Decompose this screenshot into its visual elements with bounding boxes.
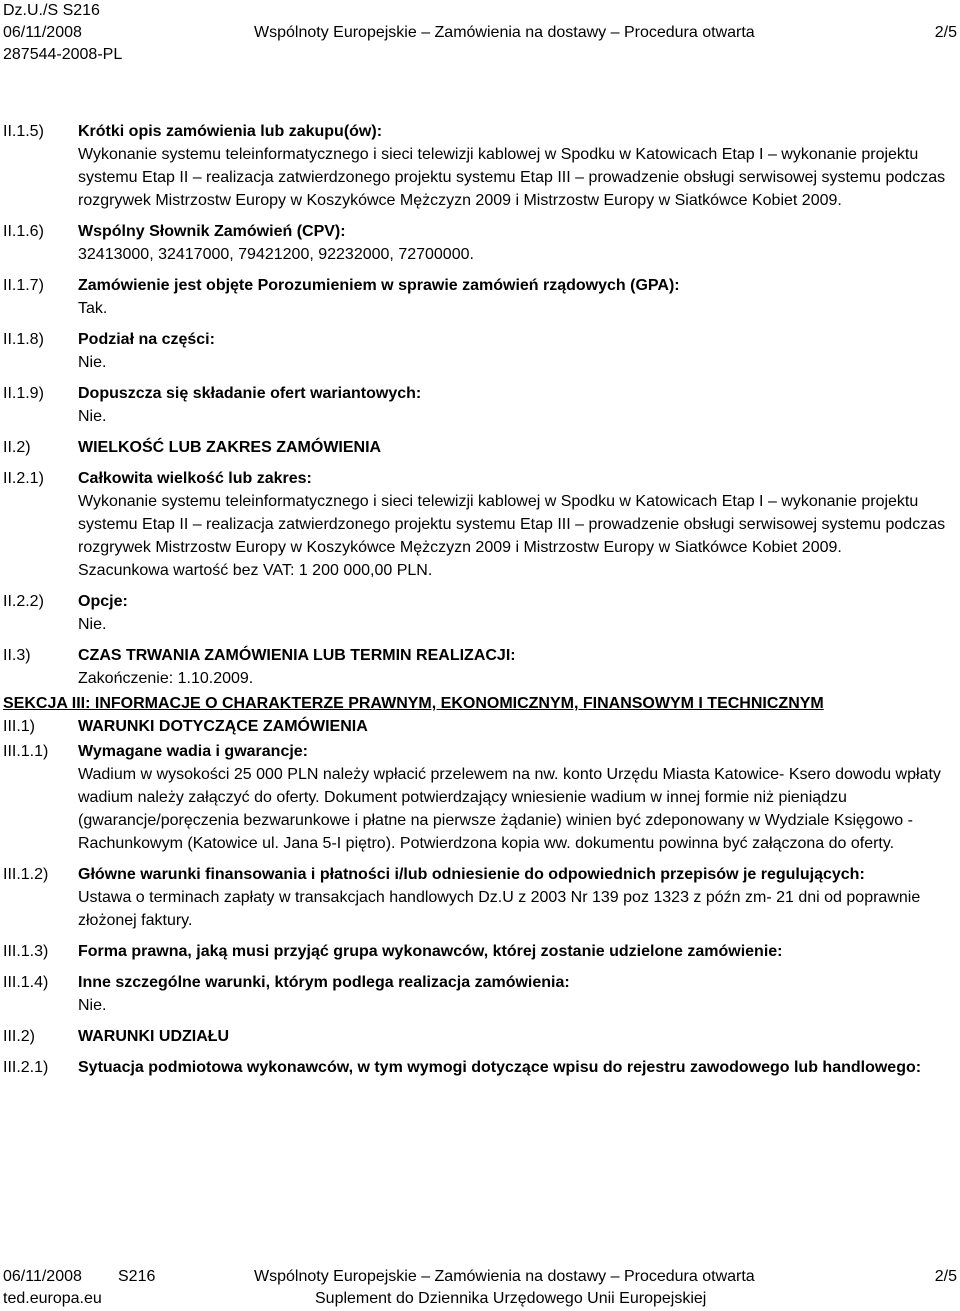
section-label: Zamówienie jest objęte Porozumieniem w sprawie zamówień rządowych (GPA): [78, 277, 680, 294]
section-number: III.1.4) [3, 974, 49, 991]
section-ii-1-5 [3, 120, 957, 212]
section-label: Wymagane wadia i gwarancje: [78, 743, 309, 760]
section-ii-1-8 [3, 328, 957, 374]
section-ii-3 [3, 644, 957, 690]
section-title: WIELKOŚĆ LUB ZAKRES ZAMÓWIENIA [78, 439, 382, 456]
section-text: Wykonanie systemu teleinformatycznego i sieci telewizji kablowej w Spodku w Katowicach Etap I – wykonanie projektu systemu Etap II – realizacja zatwierdzonego projektu systemu Etap III – prowadzenie obsługi serwisowej systemu podczas rozgrywek Mistrzostw Europy w Koszykówce Mężczyzn 2009 i Mistrzostw Europy w Siatkówce Kobiet 2009. [78, 146, 946, 209]
section-number: II.1.5) [3, 123, 44, 140]
section-label: Główne warunki finansowania i płatności i/lub odniesienie do odpowiednich przepisów je regulujących: [78, 866, 865, 883]
section-ii-2-1 [3, 467, 957, 582]
doc-number: 287544-2008-PL [3, 46, 123, 63]
section-label: Całkowita wielkość lub zakres: [78, 470, 312, 487]
footer-site: ted.europa.eu [3, 1290, 102, 1307]
section-text: Nie. [78, 408, 107, 425]
page-header [3, 0, 957, 66]
section-number: III.1.3) [3, 943, 49, 960]
footer-date: 06/11/2008 [3, 1268, 82, 1285]
section-label: Wspólny Słownik Zamówień (CPV): [78, 223, 346, 240]
section-iii-2 [3, 1025, 957, 1048]
section-number: III.1.1) [3, 743, 49, 760]
section-number: II.2.1) [3, 470, 44, 487]
section-ii-2-2 [3, 590, 957, 636]
section-number: II.3) [3, 647, 31, 664]
section-text: Zakończenie: 1.10.2009. [78, 670, 254, 687]
section-label: Forma prawna, jaką musi przyjąć grupa wykonawców, której zostanie udzielone zamówienie: [78, 943, 783, 960]
section-number: II.1.7) [3, 277, 44, 294]
section-text: Wadium w wysokości 25 000 PLN należy wpłacić przelewem na nw. konto Urzędu Miasta Katowice- Ksero dowodu wpłaty wadium należy załączyć do oferty. Dokument potwierdzający wniesienie wadium w innej formie niż pieniądzu (gwarancje/poręczenia bezwarunkowe i płatne na pierwsze żądanie) winien być zdeponowany w Wydziale Księgowo - Rachunkowym (Katowice ul. Jana 5-I piętro). Potwierdzona kopia ww. dokumentu powinna być załączona do oferty. [78, 766, 941, 852]
section-number: II.1.8) [3, 331, 44, 348]
section-label: Sytuacja podmiotowa wykonawców, w tym wymogi dotyczące wpisu do rejestru zawodowego lub handlowego: [78, 1059, 922, 1076]
section-number: III.2) [3, 1028, 36, 1045]
section-iii-1-2 [3, 863, 957, 932]
section-title: CZAS TRWANIA ZAMÓWIENIA LUB TERMIN REALIZACJI: [78, 647, 516, 664]
section-number: II.1.6) [3, 223, 44, 240]
footer-series: S216 [118, 1268, 156, 1285]
section-label: Krótki opis zamówienia lub zakupu(ów): [78, 123, 383, 140]
section-iii-1-1 [3, 740, 957, 855]
section-iii-2-1 [3, 1056, 957, 1079]
section-number: III.1) [3, 718, 36, 735]
section-label: Dopuszcza się składanie ofert wariantowych: [78, 385, 422, 402]
estimated-value: Szacunkowa wartość bez VAT: 1 200 000,00 PLN. [78, 562, 433, 579]
footer-supplement: Suplement do Dziennika Urzędowego Unii Europejskiej [315, 1290, 707, 1307]
section-ii-1-7 [3, 274, 957, 320]
header-date: 06/11/2008 [3, 24, 82, 41]
section-ii-1-9 [3, 382, 957, 428]
header-page: 2/5 [934, 24, 957, 41]
section-number: III.1.2) [3, 866, 49, 883]
section-label: Inne szczególne warunki, którym podlega realizacja zamówienia: [78, 974, 570, 991]
section-number: III.2.1) [3, 1059, 49, 1076]
section-text: 32413000, 32417000, 79421200, 92232000, 72700000. [78, 246, 474, 263]
section-iii-1-3 [3, 940, 957, 963]
journal-ref: Dz.U./S S216 [3, 2, 100, 19]
section-ii-1-6 [3, 220, 957, 266]
footer-page: 2/5 [934, 1268, 957, 1285]
section-label: Opcje: [78, 593, 128, 610]
section-iii-1-4 [3, 971, 957, 1017]
section-number: II.2.2) [3, 593, 44, 610]
section-number: II.2) [3, 439, 31, 456]
section-text: Nie. [78, 616, 107, 633]
section-text: Wykonanie systemu teleinformatycznego i sieci telewizji kablowej w Spodku w Katowicach Etap I – wykonanie projektu systemu Etap II – realizacja zatwierdzonego projektu systemu Etap III – prowadzenie obsługi serwisowej systemu podczas rozgrywek Mistrzostw Europy w Koszykówce Mężczyzn 2009 i Mistrzostw Europy w Siatkówce Kobiet 2009. [78, 493, 946, 556]
section-text: Nie. [78, 997, 107, 1014]
section-title: WARUNKI DOTYCZĄCE ZAMÓWIENIA [78, 718, 368, 735]
section-iii-heading: SEKCJA III: INFORMACJE O CHARAKTERZE PRAWNYM, EKONOMICZNYM, FINANSOWYM I TECHNICZNYM [3, 695, 824, 712]
document-content [3, 120, 957, 1087]
section-text: Nie. [78, 354, 107, 371]
section-text: Tak. [78, 300, 108, 317]
section-text: Ustawa o terminach zapłaty w transakcjach handlowych Dz.U z 2003 Nr 139 poz 1323 z późn zm- 21 dni od poprawnie złożonej faktury. [78, 889, 921, 929]
page-footer [3, 1266, 957, 1310]
section-ii-2 [3, 436, 957, 459]
section-label: Podział na części: [78, 331, 215, 348]
section-title: WARUNKI UDZIAŁU [78, 1028, 230, 1045]
header-title: Wspólnoty Europejskie – Zamówienia na dostawy – Procedura otwarta [254, 24, 755, 41]
section-number: II.1.9) [3, 385, 44, 402]
footer-title: Wspólnoty Europejskie – Zamówienia na dostawy – Procedura otwarta [254, 1268, 755, 1285]
section-iii-1 [3, 715, 957, 738]
